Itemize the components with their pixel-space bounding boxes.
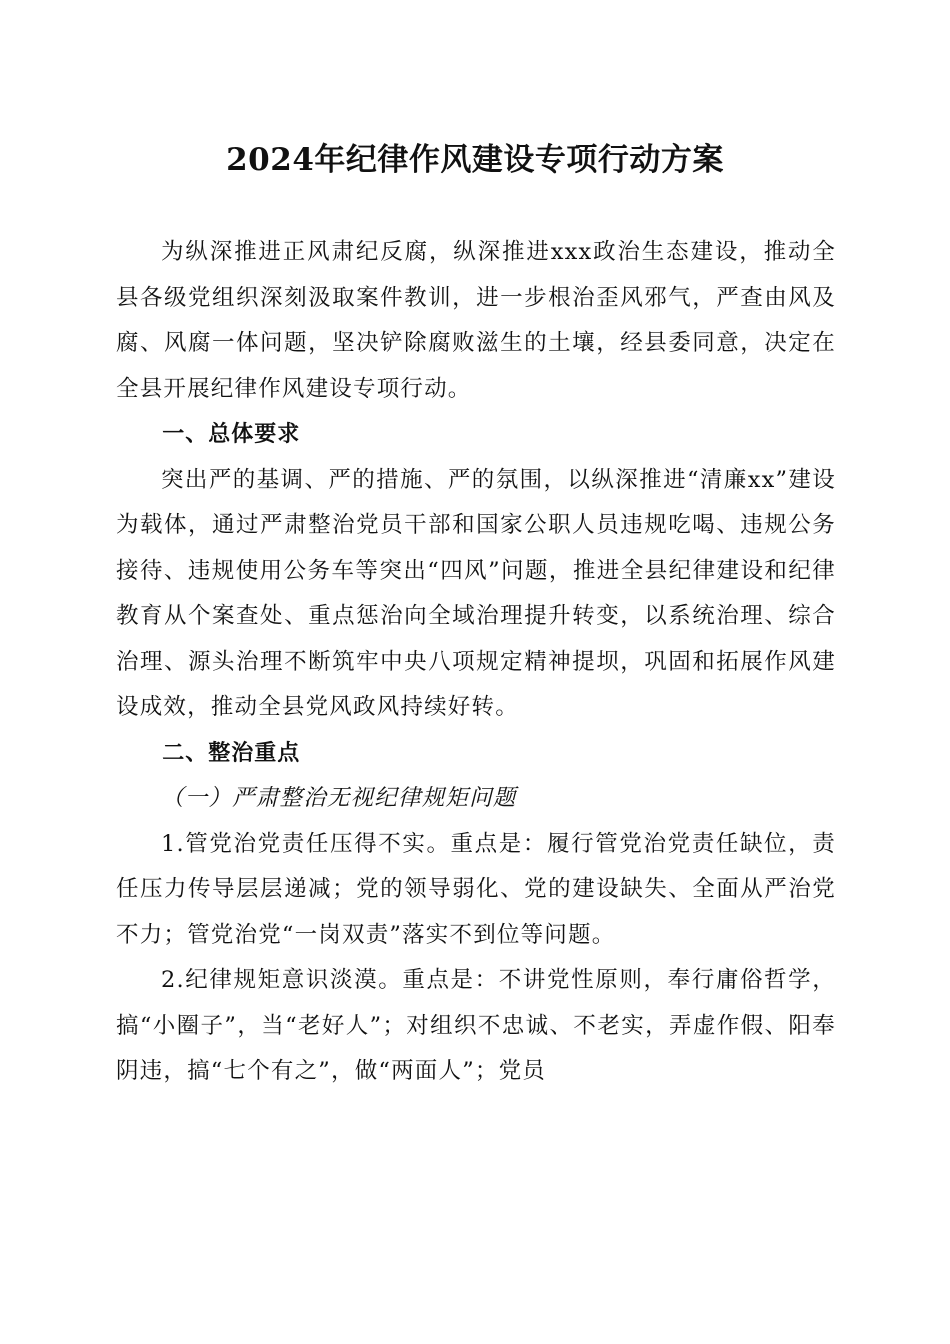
document-title: 2024年纪律作风建设专项行动方案 [226, 142, 724, 178]
section-heading-general-requirements: 一、总体要求 [162, 422, 301, 447]
section-heading-key-rectification: 二、整治重点 [162, 740, 301, 766]
general-requirements-paragraph: 突出严的基调、严的措施、严的氛围，以纵深推进“清廉xx”建设为载体，通过严肃整治党员干部和国家公职人员违规吃喝、违规公务接待、违规使用公务车等突出“四风”问题，推进全县纪律建设和纪律教育从个案查处、重点惩治向全域治理提升转变，以系统治理、综合治理、源头治理不断筑牢中央八项规定精神提坝，巩固和拓展作风建设成效，推动全县党风政风持续好转。 [116, 466, 836, 720]
subsection-heading-discipline: （一）严肃整治无视纪律规矩问题 [161, 785, 517, 811]
item-paragraph-1: 1.管党治党责任压得不实。重点是：履行管党治党责任缺位，责任压力传导层层递减；党的领导弱化、党的建设缺失、全面从严治党不力；管党治党“一岗双责”落实不到位等问题。 [116, 830, 836, 948]
item-paragraph-2: 2.纪律规矩意识淡漠。重点是：不讲党性原则，奉行庸俗哲学，搞“小圈子”，当“老好人”；对组织不忠诚、不老实，弄虚作假、阳奉阴违，搞“七个有之”，做“两面人”；党员 [116, 967, 836, 1084]
document-body [116, 230, 836, 1095]
intro-paragraph: 为纵深推进正风肃纪反腐，纵深推进xxx政治生态建设，推动全县各级党组织深刻汲取案件教训，进一步根治歪风邪气，严查由风及腐、风腐一体问题，坚决铲除腐败滋生的土壤，经县委同意，决定在全县开展纪律作风建设专项行动。 [116, 239, 836, 402]
